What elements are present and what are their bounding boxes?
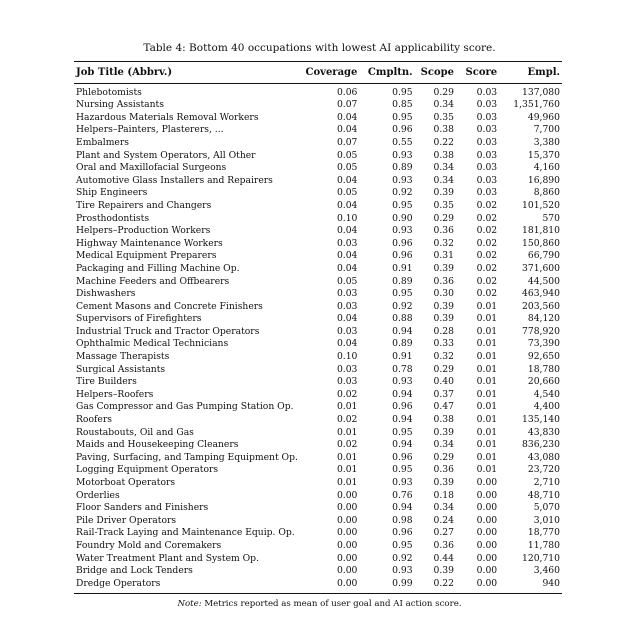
cell-scope: 0.39 [433,262,454,274]
cell-scope: 0.28 [433,325,454,337]
cell-score: 0.02 [476,199,498,211]
cell-employment: 4,400 [533,401,560,413]
table-row [74,225,562,238]
cell-completion: 0.91 [392,262,413,274]
cell-score: 0.01 [476,464,498,476]
cell-completion: 0.93 [392,149,413,161]
cell-job-title: Pile Driver Operators [76,514,177,526]
cell-scope: 0.39 [433,477,454,488]
cell-coverage: 0.00 [336,514,358,526]
cell-job-title: Plant and System Operators, All Other [76,149,256,161]
cell-completion: 0.90 [392,212,413,224]
cell-employment: 3,380 [533,136,560,148]
cell-coverage: 0.05 [336,162,358,174]
cell-completion: 0.96 [392,237,413,249]
cell-employment: 203,560 [522,300,560,312]
cell-score: 0.00 [476,514,498,526]
cell-employment: 7,700 [533,124,560,136]
table-row [74,452,562,465]
table-row [74,326,562,339]
cell-job-title: Machine Feeders and Offbearers [76,275,230,287]
cell-score: 0.03 [476,136,498,148]
cell-scope: 0.40 [433,376,454,388]
cell-coverage: 0.01 [336,401,358,413]
cell-coverage: 0.03 [336,300,358,312]
cell-completion: 0.95 [392,199,413,211]
table-row [74,162,562,175]
table-body [74,83,562,594]
cell-scope: 0.34 [433,439,454,451]
cell-completion: 0.93 [392,477,413,488]
cell-job-title: Dredge Operators [74,578,304,594]
table-row [74,464,562,477]
table-row [74,112,562,125]
cell-coverage: 0.00 [336,539,358,551]
cell-employment: 371,600 [522,262,560,274]
cell-scope: 0.36 [433,225,454,237]
table-row [74,364,562,377]
cell-coverage: 0.03 [336,325,358,337]
cell-completion: 0.95 [392,539,413,551]
column-header-completion: Cmpltn. [357,62,412,84]
cell-job-title: Prosthodontists [76,212,150,224]
cell-score: 0.01 [476,376,498,388]
cell-scope: 0.37 [433,388,454,400]
cell-employment: 43,830 [527,426,560,438]
cell-score: 0.02 [476,212,498,224]
note-lead: Note: [177,599,202,609]
cell-job-title: Industrial Truck and Tractor Operators [76,325,260,337]
cell-job-title: Maids and Housekeeping Cleaners [76,439,239,451]
cell-job-title: Helpers–Painters, Plasterers, ... [76,124,224,136]
cell-score: 0.01 [476,388,498,400]
cell-completion: 0.95 [392,288,413,300]
table-row [74,389,562,402]
table-row [74,502,562,515]
cell-employment: 3,460 [533,565,560,577]
cell-coverage: 0.04 [336,313,358,325]
cell-completion: 0.94 [392,439,413,451]
table-row [74,250,562,263]
cell-employment: 181,810 [522,225,560,237]
table-row [74,414,562,427]
table-row [74,565,562,578]
cell-employment: 43,080 [527,451,560,463]
cell-job-title: Rail-Track Laying and Maintenance Equip. Op. [76,527,295,539]
cell-score: 0.03 [476,187,498,199]
cell-employment: 23,720 [527,464,560,476]
cell-employment: 463,940 [522,288,560,300]
table-row [74,124,562,137]
cell-scope: 0.32 [433,351,454,363]
cell-scope: 0.36 [433,539,454,551]
cell-completion: 0.96 [392,451,413,463]
column-header-score: Score [454,62,497,84]
cell-score: 0.02 [476,225,498,237]
cell-scope: 0.34 [433,502,454,514]
table-row [74,150,562,163]
cell-completion: 0.94 [392,502,413,514]
cell-job-title: Paving, Surfacing, and Tamping Equipment Op. [76,451,298,463]
cell-job-title: Gas Compressor and Gas Pumping Station Op. [76,401,294,413]
cell-coverage: 0.03 [336,237,358,249]
cell-job-title: Ophthalmic Medical Technicians [76,338,229,350]
table-row [74,401,562,414]
cell-scope: 0.35 [433,199,454,211]
cell-score: 0.03 [476,149,498,161]
cell-scope: 0.38 [433,149,454,161]
cell-scope: 0.34 [433,162,454,174]
cell-score: 0.00 [476,539,498,551]
table-note [0,599,639,609]
cell-job-title: Helpers–Roofers [76,388,154,400]
cell-coverage: 0.00 [336,565,358,577]
cell-scope: 0.22 [413,578,454,594]
cell-job-title: Floor Sanders and Finishers [76,502,209,514]
table-row [74,238,562,251]
cell-coverage: 0.00 [336,489,358,501]
cell-completion: 0.93 [392,376,413,388]
cell-score: 0.01 [476,300,498,312]
cell-employment: 150,860 [522,237,560,249]
table-row [74,540,562,553]
cell-score: 0.01 [476,451,498,463]
cell-coverage: 0.07 [336,99,358,111]
cell-scope: 0.18 [433,489,454,501]
cell-job-title: Surgical Assistants [76,363,166,375]
cell-job-title: Roofers [76,414,112,426]
table-row [74,376,562,389]
column-header-employment: Empl. [497,62,562,84]
cell-scope: 0.27 [433,527,454,539]
cell-score: 0.00 [476,489,498,501]
cell-completion: 0.93 [392,174,413,186]
cell-score: 0.01 [476,338,498,350]
cell-employment: 49,960 [527,111,560,123]
cell-job-title: Medical Equipment Preparers [76,250,217,262]
table-row [74,175,562,188]
cell-score: 0.03 [476,174,498,186]
cell-scope: 0.44 [433,552,454,564]
cell-employment: 101,520 [522,199,560,211]
cell-completion: 0.98 [392,514,413,526]
cell-employment: 44,500 [527,275,560,287]
cell-job-title: Phlebotomists [76,86,142,98]
cell-employment: 8,860 [533,187,560,199]
cell-score: 0.02 [476,250,498,262]
cell-coverage: 0.02 [336,388,358,400]
cell-scope: 0.38 [433,414,454,426]
table-row [74,351,562,364]
table-row [74,263,562,276]
cell-score: 0.00 [454,578,497,594]
cell-completion: 0.93 [392,225,413,237]
cell-job-title: Packaging and Filling Machine Op. [76,262,240,274]
cell-coverage: 0.04 [336,199,358,211]
cell-coverage: 0.02 [336,439,358,451]
cell-scope: 0.39 [433,187,454,199]
table-row [74,578,562,594]
cell-employment: 120,710 [522,552,560,564]
cell-employment: 836,230 [522,439,560,451]
cell-completion: 0.89 [392,275,413,287]
cell-employment: 3,010 [533,514,560,526]
cell-score: 0.00 [476,502,498,514]
cell-job-title: Bridge and Lock Tenders [76,565,193,577]
cell-coverage: 0.01 [336,477,358,488]
cell-coverage: 0.03 [336,363,358,375]
cell-completion: 0.93 [392,565,413,577]
cell-scope: 0.29 [433,212,454,224]
cell-completion: 0.96 [392,124,413,136]
note-text: Metrics reported as mean of user goal and AI action score. [204,599,462,609]
cell-completion: 0.91 [392,351,413,363]
table-row [74,490,562,503]
cell-score: 0.01 [476,351,498,363]
cell-coverage: 0.07 [336,136,358,148]
cell-score: 0.00 [476,527,498,539]
cell-scope: 0.29 [433,451,454,463]
cell-score: 0.00 [476,477,498,488]
cell-job-title: Orderlies [76,489,120,501]
table-row [74,187,562,200]
cell-score: 0.03 [476,99,498,111]
cell-score: 0.02 [476,262,498,274]
cell-job-title: Motorboat Operators [76,477,176,488]
cell-employment: 20,660 [527,376,560,388]
cell-completion: 0.94 [392,325,413,337]
column-header-job-title: Job Title (Abbrv.) [74,62,304,84]
occupations-table [74,61,562,594]
cell-score: 0.01 [476,363,498,375]
cell-scope: 0.38 [433,124,454,136]
cell-coverage: 0.04 [336,124,358,136]
cell-score: 0.02 [476,288,498,300]
cell-job-title: Massage Therapists [76,351,170,363]
cell-scope: 0.29 [433,86,454,98]
cell-employment: 5,070 [533,502,560,514]
cell-completion: 0.89 [392,162,413,174]
cell-completion: 0.95 [392,86,413,98]
table-row [74,288,562,301]
cell-score: 0.03 [476,124,498,136]
cell-employment: 4,540 [533,388,560,400]
cell-employment: 2,710 [533,477,560,488]
cell-job-title: Tire Builders [76,376,137,388]
cell-scope: 0.31 [433,250,454,262]
cell-score: 0.00 [476,552,498,564]
cell-job-title: Tire Repairers and Changers [76,199,212,211]
table-row [74,427,562,440]
table-row [74,338,562,351]
cell-coverage: 0.04 [336,174,358,186]
cell-score: 0.03 [476,162,498,174]
cell-score: 0.01 [476,414,498,426]
cell-employment: 48,710 [527,489,560,501]
cell-completion: 0.95 [392,426,413,438]
cell-coverage: 0.04 [336,225,358,237]
table-row [74,477,562,490]
cell-completion: 0.92 [392,300,413,312]
cell-employment: 137,080 [522,86,560,98]
cell-job-title: Supervisors of Firefighters [76,313,202,325]
table-row [74,553,562,566]
cell-coverage: 0.03 [336,376,358,388]
cell-coverage: 0.04 [336,111,358,123]
cell-job-title: Hazardous Materials Removal Workers [76,111,259,123]
cell-employment: 92,650 [527,351,560,363]
cell-scope: 0.39 [433,565,454,577]
cell-employment: 73,390 [527,338,560,350]
cell-job-title: Water Treatment Plant and System Op. [76,552,259,564]
cell-scope: 0.36 [433,275,454,287]
cell-completion: 0.95 [392,464,413,476]
cell-coverage: 0.03 [336,288,358,300]
cell-coverage: 0.00 [304,578,358,594]
cell-completion: 0.95 [392,111,413,123]
cell-employment: 18,770 [527,527,560,539]
cell-completion: 0.92 [392,187,413,199]
cell-score: 0.03 [476,111,498,123]
cell-score: 0.02 [476,275,498,287]
cell-completion: 0.88 [392,313,413,325]
cell-job-title: Oral and Maxillofacial Surgeons [76,162,227,174]
cell-score: 0.03 [476,86,498,98]
table-row [74,213,562,226]
cell-scope: 0.39 [433,426,454,438]
cell-scope: 0.34 [433,174,454,186]
cell-coverage: 0.06 [336,86,358,98]
cell-employment: 570 [542,212,560,224]
cell-completion: 0.92 [392,552,413,564]
table-row [74,137,562,150]
table-caption: Table 4: Bottom 40 occupations with lowest AI applicability score. [143,42,496,54]
cell-completion: 0.96 [392,527,413,539]
column-header-scope: Scope [413,62,454,84]
cell-score: 0.01 [476,439,498,451]
table-row [74,515,562,528]
cell-completion: 0.85 [392,99,413,111]
cell-completion: 0.94 [392,388,413,400]
cell-score: 0.01 [476,313,498,325]
cell-scope: 0.33 [433,338,454,350]
cell-completion: 0.99 [357,578,412,594]
cell-coverage: 0.10 [336,212,358,224]
table-row [74,313,562,326]
cell-score: 0.01 [476,325,498,337]
cell-employment: 66,790 [527,250,560,262]
cell-completion: 0.89 [392,338,413,350]
cell-completion: 0.55 [392,136,413,148]
table-header-row [74,62,562,84]
cell-scope: 0.47 [433,401,454,413]
cell-employment: 940 [497,578,562,594]
cell-scope: 0.35 [433,111,454,123]
cell-coverage: 0.01 [336,451,358,463]
cell-score: 0.01 [476,426,498,438]
table-row [74,439,562,452]
cell-job-title: Logging Equipment Operators [76,464,219,476]
cell-job-title: Dishwashers [76,288,136,300]
cell-score: 0.02 [476,237,498,249]
cell-coverage: 0.01 [336,464,358,476]
cell-coverage: 0.04 [336,262,358,274]
cell-coverage: 0.00 [336,552,358,564]
cell-job-title: Automotive Glass Installers and Repairers [76,174,273,186]
cell-employment: 778,920 [522,325,560,337]
cell-job-title: Ship Engineers [76,187,148,199]
cell-job-title: Helpers–Production Workers [76,225,211,237]
cell-scope: 0.22 [433,136,454,148]
cell-job-title: Nursing Assistants [76,99,164,111]
cell-coverage: 0.00 [336,502,358,514]
table-row [74,200,562,213]
table-row [74,301,562,314]
cell-job-title: Highway Maintenance Workers [76,237,223,249]
table-row [74,527,562,540]
table-row [74,276,562,289]
cell-coverage: 0.02 [336,414,358,426]
cell-job-title: Roustabouts, Oil and Gas [76,426,194,438]
cell-coverage: 0.04 [336,250,358,262]
cell-employment: 135,140 [522,414,560,426]
cell-employment: 18,780 [527,363,560,375]
cell-coverage: 0.10 [336,351,358,363]
cell-employment: 1,351,760 [513,99,560,111]
cell-job-title: Embalmers [76,136,129,148]
cell-score: 0.00 [476,565,498,577]
column-header-coverage: Coverage [304,62,358,84]
cell-employment: 11,780 [527,539,560,551]
cell-employment: 4,160 [533,162,560,174]
cell-score: 0.01 [476,401,498,413]
cell-scope: 0.34 [433,99,454,111]
cell-coverage: 0.05 [336,149,358,161]
table-row [74,99,562,112]
cell-coverage: 0.00 [336,527,358,539]
table-row [74,83,562,99]
cell-completion: 0.94 [392,414,413,426]
cell-scope: 0.29 [433,363,454,375]
table-container [74,61,562,594]
cell-scope: 0.32 [433,237,454,249]
cell-completion: 0.96 [392,250,413,262]
cell-job-title: Cement Masons and Concrete Finishers [76,300,263,312]
cell-coverage: 0.04 [336,338,358,350]
cell-completion: 0.96 [392,401,413,413]
cell-employment: 16,890 [527,174,560,186]
cell-completion: 0.76 [392,489,413,501]
cell-coverage: 0.01 [336,426,358,438]
cell-scope: 0.39 [433,313,454,325]
cell-completion: 0.78 [392,363,413,375]
cell-employment: 15,370 [527,149,560,161]
cell-coverage: 0.05 [336,187,358,199]
cell-coverage: 0.05 [336,275,358,287]
cell-scope: 0.24 [433,514,454,526]
cell-job-title: Foundry Mold and Coremakers [76,539,222,551]
cell-scope: 0.39 [433,300,454,312]
cell-scope: 0.30 [433,288,454,300]
cell-employment: 84,120 [527,313,560,325]
cell-scope: 0.36 [433,464,454,476]
